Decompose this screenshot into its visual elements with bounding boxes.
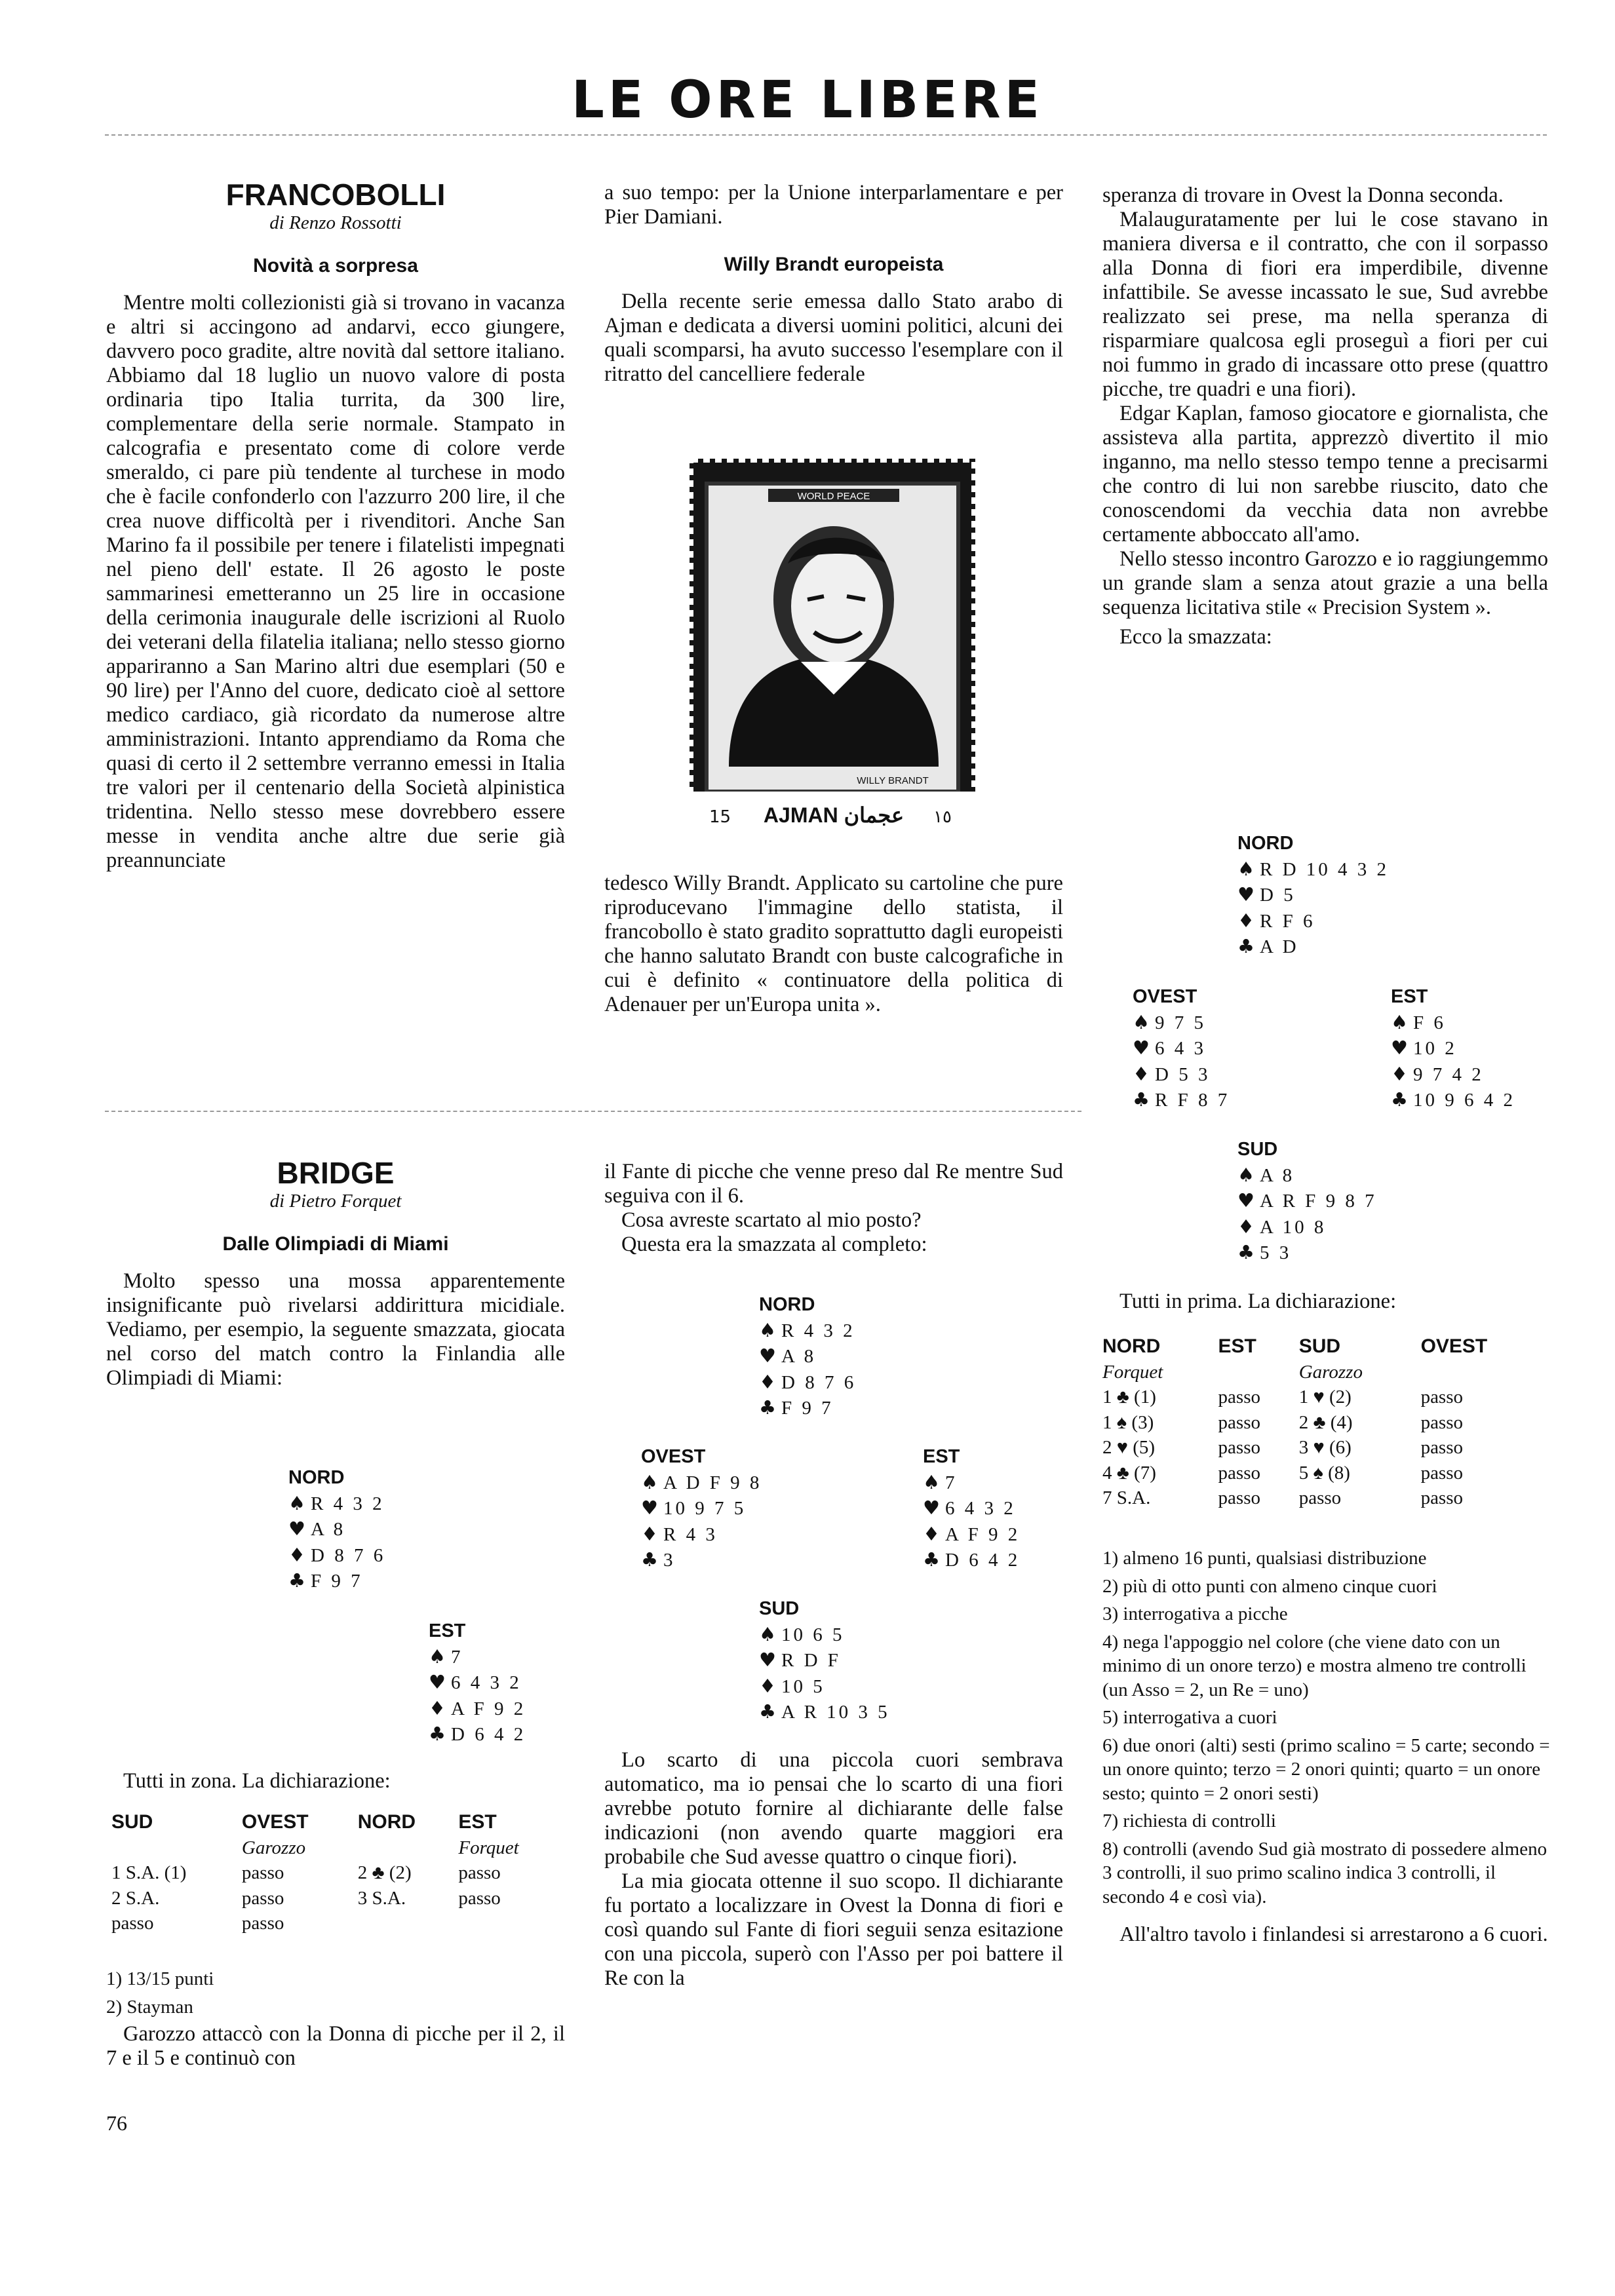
bridge-right-p3: Edgar Kaplan, famoso giocatore e giornalista, che assisteva alla partita, apprezzò divertito il mio inganno, ma nello stesso tempo tenne a precisarmi che contro di lui non sarebbe riuscito, dato che conoscendomi da vecchia data non avrebbe certamente abboccato all'amo. (1102, 402, 1548, 546)
bid-header: SUD (111, 1811, 153, 1833)
stamp-country: AJMAN عجمان (763, 803, 905, 827)
bridge-subtitle: Dalle Olimpiadi di Miami (222, 1233, 449, 1255)
francobolli-paragraph: Mentre molti collezionisti già si trovano in vacanza e altri si accingono ad andarvi, ecco giungere, davvero poco gradite, altre novità dal settore italiano. Abbiamo dal 18 luglio un nuovo valore di posta ordinaria tipo Italia turrita, da 300 lire, complementare della serie normale. Stampato in calcografia e presentato come di colore verde smeraldo, ci pare più tendente al turchese in modo che è facile confonderlo con l'azzurro 200 lire, il che crea nuove difficoltà per i rivenditori. Anche San Marino fa il possibile per tenere i filatelisti impegnati nel pieno dell' estate. Il 26 agosto le poste sammarinesi emetteranno un 25 lire in occasione della cerimonia inaugurale delle iscrizioni al Ruolo dei veterani della filatelia italiana; nello stesso giorno appariranno a San Marino altri due esemplari (50 e 90 lire) per l'Anno del cuore, dedicato cioè al settore medico cardiaco, già ricordato da numerose altre amministrazioni. Intanto apprendiamo da Roma che quasi di certo il 2 settembre verranno emessi in Italia tre valori per il centenario della Società alpinistica tridentina. Nello stesso mese dovrebbero essere messe in vendita anche altre due serie già preannunciate (106, 291, 565, 872)
bid-cell: passo (1420, 1487, 1464, 1508)
bridge-right-p5: Ecco la smazzata: (1119, 625, 1272, 649)
bid-cell: 4 ♣ (7) (1102, 1462, 1156, 1483)
deal2-sud-hand (759, 1596, 890, 1725)
hand-hearts: D 5 (1260, 885, 1296, 906)
club-icon: ♣ (1237, 935, 1255, 957)
club-icon: ♣ (429, 1723, 446, 1745)
bid-note: 8) controlli (avendo Sud già mostrato di possedere almeno 3 controlli, il suo primo scalino indica 3 controlli, il secondo 4 e così via). (1102, 1838, 1547, 1907)
francobolli-paragraph-2: Della recente serie emessa dallo Stato arabo di Ajman e dedicata a diversi uomini politici, alcuni dei quali scomparsi, ha avuto successo l'esemplare con il ritratto del cancelliere federale (604, 290, 1063, 386)
hand-label: NORD (759, 1294, 815, 1315)
bid-header: EST (458, 1811, 497, 1833)
hand-diamonds: D 5 3 (1155, 1063, 1211, 1085)
hand-clubs: F 9 7 (781, 1398, 834, 1419)
page-masthead: LE ORE LIBERE (572, 71, 1043, 130)
bid-cell: passo (1420, 1411, 1464, 1433)
bid-cell: passo (458, 1887, 501, 1909)
club-icon: ♣ (1391, 1088, 1408, 1111)
bridge-p3: il Fante di picche che venne preso dal Re mentre Sud seguiva con il 6. (604, 1160, 1063, 1208)
bridge-p2: Garozzo attaccò con la Donna di picche per il 2, il 7 e il 5 e continuò con (106, 2022, 565, 2070)
hand-diamonds: D 8 7 6 (781, 1371, 857, 1393)
hand-label: OVEST (1133, 986, 1197, 1007)
diamond-icon: ♦ (641, 1522, 658, 1545)
club-icon: ♣ (288, 1569, 305, 1592)
hand-clubs: 10 9 6 4 2 (1413, 1090, 1515, 1111)
hand-spades: 10 6 5 (781, 1624, 845, 1645)
bid-cell: 2 ♥ (5) (1102, 1437, 1156, 1458)
deal3-sud-hand (1237, 1137, 1377, 1266)
hand-spades: 9 7 5 (1155, 1012, 1206, 1033)
hand-spades: F 6 (1413, 1012, 1446, 1033)
bridge-zone-2: Tutti in prima. La dichiarazione: (1119, 1290, 1397, 1313)
deal2-ovest-hand (641, 1444, 762, 1573)
bid-cell: passo (1218, 1387, 1260, 1407)
bid-note: 3) interrogativa a picche (1102, 1603, 1288, 1624)
hand-label: OVEST (641, 1446, 706, 1467)
bid-player-name: Garozzo (1298, 1361, 1363, 1383)
diamond-icon: ♦ (288, 1543, 305, 1566)
hand-diamonds: 9 7 4 2 (1413, 1063, 1484, 1085)
bridge-column-2-bottom (604, 1748, 1063, 1991)
francobolli-byline: di Renzo Rossotti (269, 212, 402, 233)
bid-player-name (1218, 1360, 1299, 1385)
bid-player-name: Garozzo (241, 1837, 306, 1858)
hand-spades: A D F 9 8 (663, 1472, 762, 1493)
stamp-top-text: WORLD PEACE (797, 491, 870, 502)
francobolli-column-2-bottom (604, 871, 1063, 1017)
hand-spades: 7 (945, 1472, 958, 1493)
bid-header: NORD (357, 1811, 416, 1833)
hand-clubs: F 9 7 (311, 1571, 363, 1592)
spade-icon: ♠ (288, 1491, 305, 1514)
spade-icon: ♠ (429, 1645, 446, 1668)
bid-cell: 2 ♣ (4) (1298, 1411, 1353, 1433)
bridge-p5: Questa era la smazzata al completo: (621, 1233, 927, 1256)
stamp-value-left: 15 (709, 807, 731, 827)
bid-cell: 2 ♣ (2) (357, 1862, 412, 1883)
hand-hearts: A R F 9 8 7 (1260, 1191, 1377, 1212)
bid-cell: passo (458, 1862, 501, 1883)
bid-cell: passo (241, 1887, 284, 1909)
francobolli-paragraph-cont: a suo tempo: per la Unione interparlamentare e per Pier Damiani. (604, 181, 1063, 229)
hand-spades: R 4 3 2 (781, 1320, 855, 1341)
heart-icon: ♥ (288, 1518, 305, 1540)
diamond-icon: ♦ (923, 1522, 940, 1545)
deal3-intro (1102, 1290, 1548, 1314)
francobolli-paragraph-2-cont: tedesco Willy Brandt. Applicato su cartoline che pure riproducevano l'immagine dello statista, il francobollo è stato gradito soprattutto dagli europeisti che hanno salutato Brandt con buste calcografiche in cui è definito « continuatore della politica di Adenauer per un'Europa unita ». (604, 871, 1063, 1016)
hand-hearts: A 8 (311, 1519, 346, 1540)
hand-clubs: 5 3 (1260, 1242, 1292, 1263)
bid-note: 2) più di otto punti con almeno cinque cuori (1102, 1575, 1437, 1597)
deal3-notes (1102, 1546, 1555, 1950)
diamond-icon: ♦ (1237, 1215, 1255, 1238)
heart-icon: ♥ (1133, 1037, 1150, 1059)
diamond-icon: ♦ (1391, 1062, 1408, 1085)
club-icon: ♣ (923, 1548, 940, 1571)
bid-header: EST (1218, 1335, 1256, 1357)
bid-player-name (1421, 1360, 1548, 1385)
bid-player-name (111, 1835, 242, 1861)
hand-hearts: 6 4 3 2 (945, 1498, 1016, 1519)
section-divider (105, 1111, 1081, 1112)
deal2-nord-hand (759, 1292, 856, 1421)
bridge-p7: La mia giocata ottenne il suo scopo. Il dichiarante fu portato a localizzare in Ovest la Donna di fiori e così quando sul Fante di fiori seguii senza esitazione con una piccola, superò con l'Asso per poi battere il Re con la (604, 1869, 1063, 1990)
bid-cell: 3 ♥ (6) (1298, 1437, 1352, 1458)
bid-cell: 1 ♠ (3) (1102, 1411, 1154, 1433)
bid-cell: passo (111, 1913, 154, 1934)
deal1-bidding-table (111, 1810, 564, 1936)
masthead-rule (105, 134, 1547, 136)
hand-label: SUD (1237, 1139, 1278, 1160)
bid-note: 2) Stayman (106, 1996, 193, 2018)
heart-icon: ♥ (1237, 1189, 1255, 1212)
bid-note: 4) nega l'appoggio nel colore (che viene dato con un minimo di un onore terzo) e mostra almeno tre controlli (un Asso = 2, un Re = uno) (1102, 1631, 1527, 1700)
hand-hearts: 10 9 7 5 (663, 1498, 747, 1519)
hand-hearts: 10 2 (1413, 1038, 1457, 1059)
bridge-byline: di Pietro Forquet (269, 1191, 402, 1212)
deal1-est-hand (429, 1618, 526, 1748)
club-icon: ♣ (641, 1548, 658, 1571)
bid-cell: 5 ♠ (8) (1298, 1462, 1350, 1483)
bid-cell: 1 S.A. (1) (111, 1862, 187, 1883)
heart-icon: ♥ (923, 1497, 940, 1519)
deal1-nord-hand (288, 1465, 385, 1594)
francobolli-column-1 (106, 178, 565, 873)
bid-header: OVEST (1420, 1335, 1488, 1357)
bridge-intro: Molto spesso una mossa apparentemente insignificante può rivelarsi addirittura micidiale. Vediamo, per esempio, la seguente smazzata, giocata nel corso del match contro la Finlandia alle Olimpiadi di Miami: (106, 1269, 565, 1390)
bid-note: 5) interrogativa a cuori (1102, 1707, 1277, 1728)
bridge-p4: Cosa avreste scartato al mio posto? (621, 1208, 922, 1232)
hand-hearts: A 8 (781, 1346, 817, 1367)
bid-cell (458, 1911, 564, 1936)
deal3-ovest-hand (1133, 984, 1230, 1113)
bridge-column-1 (106, 1157, 565, 1390)
spade-icon: ♠ (641, 1470, 658, 1493)
page-number: 76 (106, 2111, 127, 2135)
hand-hearts: 6 4 3 2 (451, 1672, 522, 1693)
bid-note: 6) due onori (alti) sesti (primo scalino = 5 carte; secondo = un onore quinto; terzo = 2 onori quinti; quarto = un onore sesto; quinto = 2 onori sesti) (1102, 1734, 1550, 1804)
diamond-icon: ♦ (759, 1370, 776, 1393)
bid-cell: passo (1218, 1437, 1260, 1458)
bridge-final-paragraph: All'altro tavolo i finlandesi si arrestarono a 6 cuori. (1119, 1922, 1548, 1945)
spade-icon: ♠ (759, 1622, 776, 1645)
hand-diamonds: A 10 8 (1260, 1216, 1327, 1238)
hand-hearts: R D F (781, 1650, 841, 1671)
deal1-notes (106, 1967, 565, 2023)
heart-icon: ♥ (429, 1671, 446, 1693)
hand-label: EST (1391, 986, 1428, 1007)
stamp-name: WILLY BRANDT (857, 775, 929, 786)
bid-note: 7) richiesta di controlli (1102, 1810, 1276, 1831)
bid-cell: passo (1218, 1487, 1260, 1508)
hand-label: NORD (1237, 833, 1294, 854)
hand-clubs: R F 8 7 (1155, 1090, 1230, 1111)
diamond-icon: ♦ (429, 1696, 446, 1719)
heart-icon: ♥ (759, 1345, 776, 1367)
bid-cell: passo (1420, 1462, 1464, 1483)
bid-header: OVEST (241, 1811, 309, 1833)
hand-diamonds: A F 9 2 (945, 1523, 1021, 1545)
hand-label: SUD (759, 1598, 800, 1619)
bid-cell: passo (1218, 1411, 1260, 1433)
bid-note: 1) almeno 16 punti, qualsiasi distribuzione (1102, 1548, 1427, 1569)
hand-hearts: 6 4 3 (1155, 1038, 1206, 1059)
francobolli-title: FRANCOBOLLI (225, 178, 446, 212)
hand-clubs: D 6 4 2 (451, 1724, 526, 1745)
spade-icon: ♠ (923, 1470, 940, 1493)
spade-icon: ♠ (1237, 857, 1255, 880)
deal3-bidding-table (1102, 1334, 1548, 1511)
francobolli-subtitle: Novità a sorpresa (253, 255, 418, 277)
bridge-title: BRIDGE (277, 1156, 395, 1190)
hand-diamonds: R 4 3 (663, 1523, 718, 1545)
bridge-right-p4: Nello stesso incontro Garozzo e io raggiungemmo un grande slam a senza atout grazie a una bella sequenza licitativa stile « Precision System ». (1102, 547, 1548, 619)
hand-diamonds: D 8 7 6 (311, 1544, 386, 1566)
deal1-intro (106, 1769, 565, 1793)
hand-clubs: D 6 4 2 (945, 1550, 1021, 1571)
bid-cell: passo (1420, 1387, 1464, 1407)
diamond-icon: ♦ (1237, 909, 1255, 932)
bid-cell: 1 ♥ (2) (1298, 1387, 1352, 1407)
francobolli-subtitle-2: Willy Brandt europeista (724, 254, 944, 275)
diamond-icon: ♦ (759, 1674, 776, 1697)
bid-cell: passo (1420, 1437, 1464, 1458)
willy-brandt-stamp-image (690, 459, 975, 843)
hand-label: EST (923, 1446, 960, 1467)
hand-spades: 7 (451, 1646, 463, 1668)
hand-spades: A 8 (1260, 1164, 1295, 1186)
club-icon: ♣ (1133, 1088, 1150, 1111)
bid-cell: passo (241, 1862, 284, 1883)
heart-icon: ♥ (1391, 1037, 1408, 1059)
club-icon: ♣ (759, 1700, 776, 1723)
bid-cell: 3 S.A. (357, 1887, 406, 1909)
hand-diamonds: A F 9 2 (451, 1698, 526, 1719)
heart-icon: ♥ (759, 1649, 776, 1671)
deal3-nord-hand (1237, 831, 1389, 960)
bridge-column-2 (604, 1160, 1063, 1257)
bid-player-name: Forquet (458, 1837, 519, 1858)
bid-cell: passo (241, 1913, 284, 1934)
bridge-right-p1: speranza di trovare in Ovest la Donna seconda. (1102, 183, 1504, 207)
stamp-value-right: ١٥ (933, 807, 952, 827)
hand-clubs: A R 10 3 5 (781, 1702, 890, 1723)
bid-cell (358, 1911, 459, 1936)
hand-label: NORD (288, 1467, 345, 1488)
bridge-right-p2: Malauguratamente per lui le cose stavano in maniera diversa e il contratto, che con il sorpasso alla Donna di fiori era imperdibile, divenne infattibile. Se avesse incassato le sue, Sud avrebbe realizzato sei prese, ma nella speranza di risparmiare qualcosa egli proseguì a fiori per cui noi fummo in grado di incassare otto prese (quattro picche, tre quadri e una fiori). (1102, 208, 1548, 401)
spade-icon: ♠ (1133, 1010, 1150, 1033)
stamp-graphic (690, 459, 975, 843)
spade-icon: ♠ (1237, 1163, 1255, 1186)
hand-label: EST (429, 1620, 466, 1641)
bid-player-name: Forquet (1102, 1361, 1163, 1383)
hand-clubs: 3 (663, 1550, 676, 1571)
hand-clubs: A D (1260, 936, 1299, 957)
spade-icon: ♠ (1391, 1010, 1408, 1033)
bid-cell: 1 ♣ (1) (1102, 1387, 1156, 1407)
club-icon: ♣ (1237, 1241, 1255, 1263)
club-icon: ♣ (759, 1396, 776, 1419)
hand-diamonds: 10 5 (781, 1675, 825, 1697)
heart-icon: ♥ (641, 1497, 658, 1519)
bid-player-name (358, 1835, 459, 1861)
deal3-est-hand (1391, 984, 1515, 1113)
bridge-zone: Tutti in zona. La dichiarazione: (123, 1769, 391, 1793)
spade-icon: ♠ (759, 1318, 776, 1341)
hand-diamonds: R F 6 (1260, 910, 1315, 932)
bid-cell: 7 S.A. (1102, 1487, 1151, 1508)
hand-spades: R D 10 4 3 2 (1260, 858, 1390, 880)
bridge-column-3-top (1102, 183, 1548, 649)
bid-cell: 2 S.A. (111, 1887, 160, 1909)
bid-header: NORD (1102, 1335, 1161, 1357)
hand-spades: R 4 3 2 (311, 1493, 385, 1514)
bridge-column-1-bottom (106, 2022, 565, 2071)
diamond-icon: ♦ (1133, 1062, 1150, 1085)
bridge-p6: Lo scarto di una piccola cuori sembrava automatico, ma io pensai che lo scarto di una fiori avrebbe potuto fornire al dichiarante delle false indicazioni (non avendo quarte maggiori era probabile che Sud avesse quattro o cinque fiori). (604, 1748, 1063, 1869)
francobolli-column-2 (604, 181, 1063, 387)
heart-icon: ♥ (1237, 883, 1255, 906)
bid-cell: passo (1298, 1487, 1342, 1508)
bid-header: SUD (1298, 1335, 1341, 1357)
bid-cell: passo (1218, 1462, 1260, 1483)
bid-note: 1) 13/15 punti (106, 1968, 214, 1989)
deal2-est-hand (923, 1444, 1020, 1573)
